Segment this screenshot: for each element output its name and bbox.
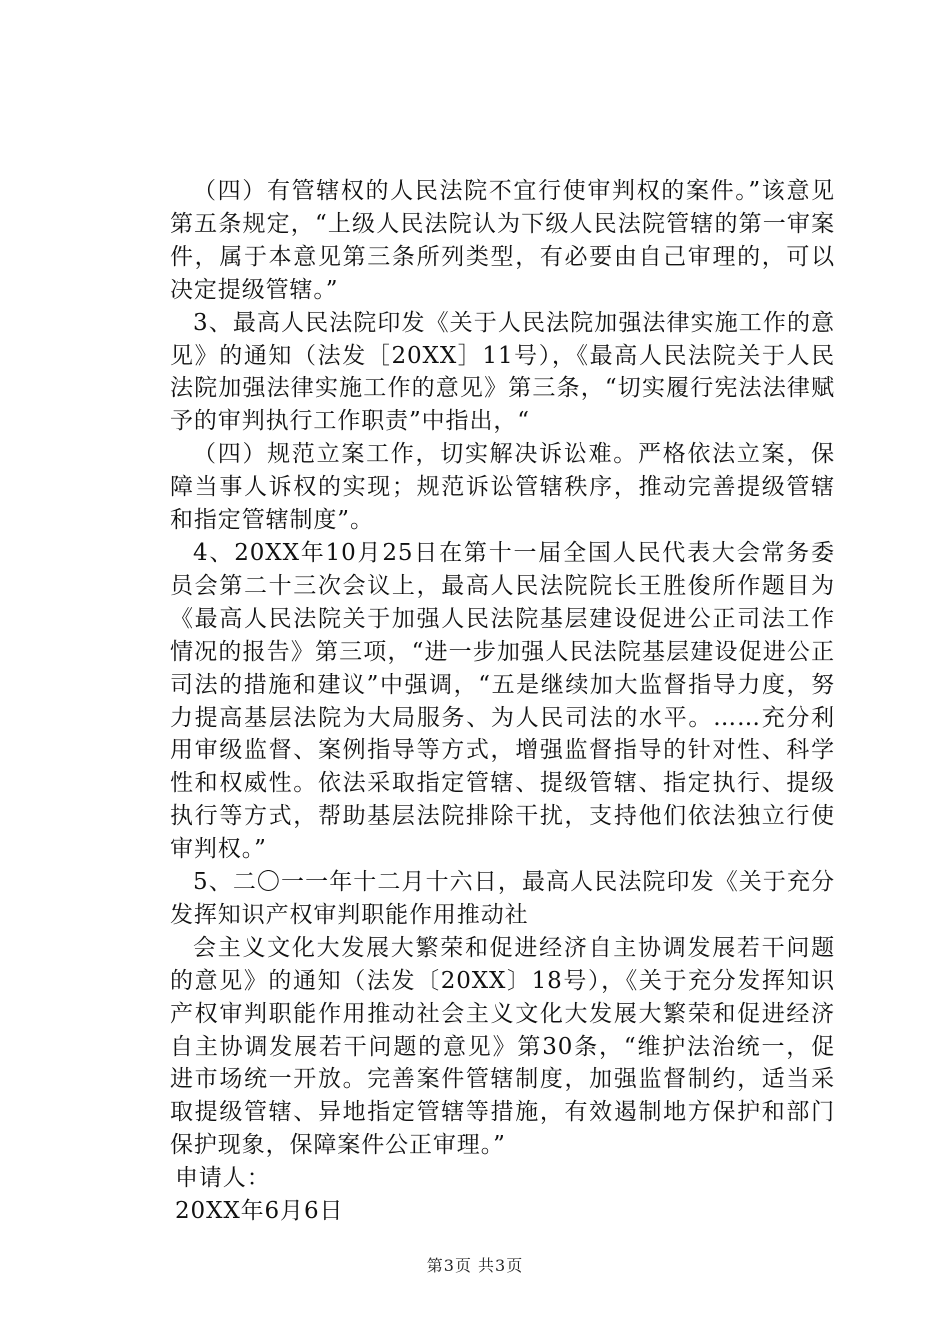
- paragraph-6: 会主义文化大发展大繁荣和促进经济自主协调发展若干问题的意见》的通知（法发〔20XX〕18号），《关于充分发挥知识产权审判职能作用推动社会主义文化大发展大繁荣和促进经济自主协调发展若干问题的意见》第30条，“维护法治统一，促进市场统一开放。完善案件管辖制度，加强监督制约，适当采取提级管辖、异地指定管辖等措施，有效遏制地方保护和部门保护现象，保障案件公正审理。”: [170, 934, 835, 1159]
- paragraph-2: 3、最高人民法院印发《关于人民法院加强法律实施工作的意见》的通知（法发［20XX］11号），《最高人民法院关于人民法院加强法律实施工作的意见》第三条，“切实履行宪法法律赋予的审判执行工作职责”中指出，“: [170, 309, 835, 435]
- paragraph-1: （四）有管辖权的人民法院不宜行使审判权的案件。”该意见第五条规定，“上级人民法院认为下级人民法院管辖的第一审案件，属于本意见第三条所列类型，有必要由自己审理的，可以决定提级管辖。”: [170, 178, 835, 303]
- paragraph-4: 4、20XX年10月25日在第十一届全国人民代表大会常务委员会第二十三次会议上，最高人民法院院长王胜俊所作题目为《最高人民法院关于加强人民法院基层建设促进公正司法工作情况的报告》第三项，“进一步加强人民法院基层建设促进公正司法的措施和建议”中强调，“五是继续加大监督指导力度，努力提高基层法院为大局服务、为人民司法的水平。……充分利用审级监督、案例指导等方式，增强监督指导的针对性、科学性和权威性。依法采取指定管辖、提级管辖、指定执行、提级执行等方式，帮助基层法院排除干扰，支持他们依法独立行使审判权。”: [170, 539, 835, 863]
- paragraph-3: （四）规范立案工作，切实解决诉讼难。严格依法立案，保障当事人诉权的实现；规范诉讼管辖秩序，推动完善提级管辖和指定管辖制度”。: [170, 441, 835, 534]
- applicant-label: 申请人：: [175, 1165, 271, 1192]
- page-footer: 第3页 共3页: [426, 1256, 524, 1275]
- document-date: 20XX年6月6日: [175, 1198, 344, 1225]
- paragraph-5: 5、二〇一一年十二月十六日，最高人民法院印发《关于充分发挥知识产权审判职能作用推动社: [170, 869, 835, 928]
- document-body: [170, 175, 835, 1228]
